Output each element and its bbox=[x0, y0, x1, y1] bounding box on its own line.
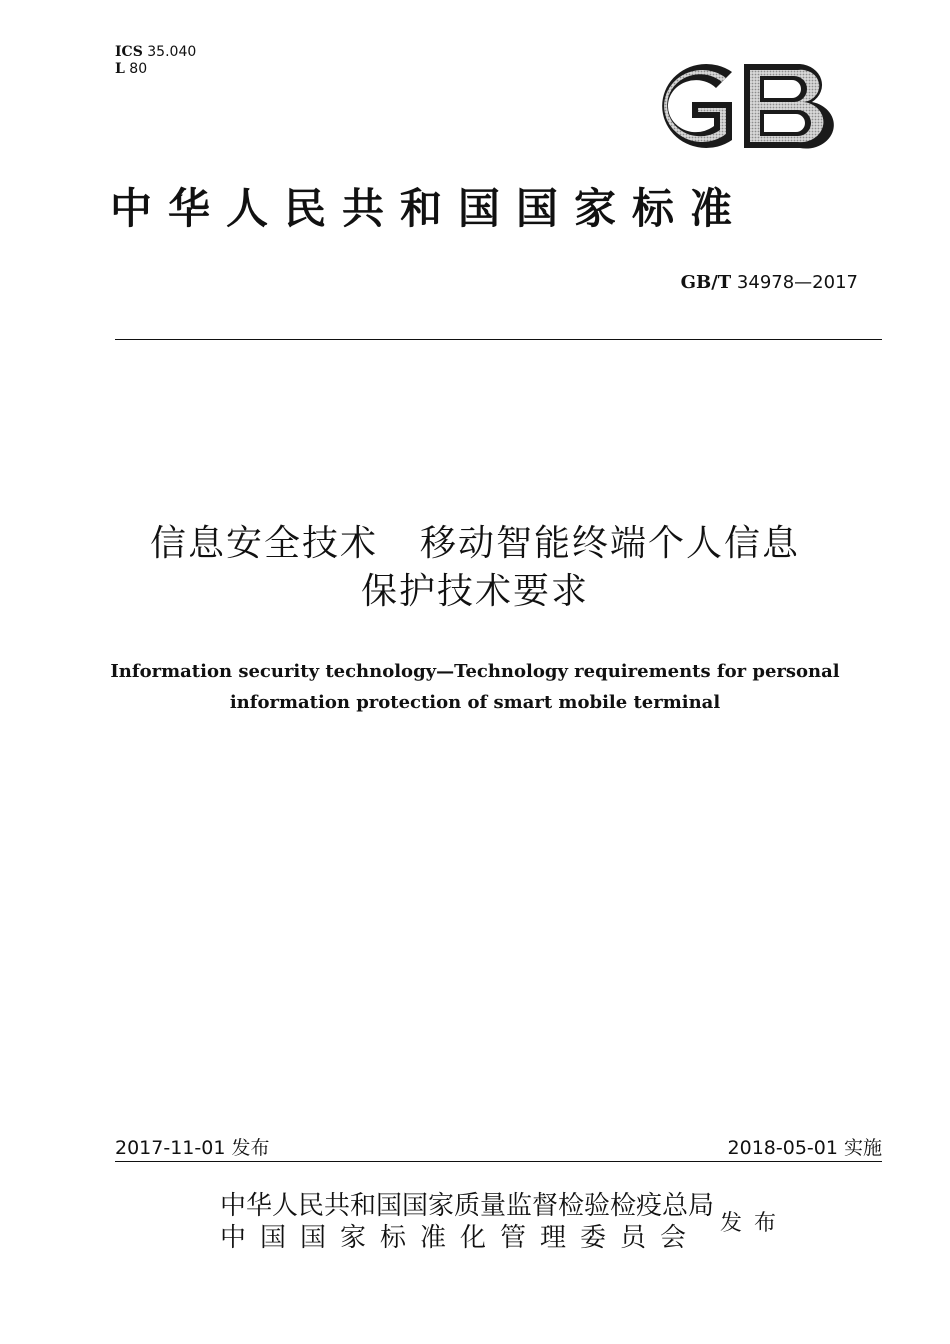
chinese-title-line-2: 保护技术要求 bbox=[360, 571, 589, 612]
standard-prefix: GB/T bbox=[680, 272, 732, 293]
ics-value: 35.040 bbox=[147, 44, 197, 60]
implementation-date-value: 2018-05-01 bbox=[727, 1137, 838, 1159]
chinese-title-part-2: 移动智能终端个人信息 bbox=[420, 523, 801, 564]
english-title-line-2: information protection of smart mobile terminal bbox=[229, 692, 721, 713]
issue-label: 发布 bbox=[720, 1211, 789, 1236]
implementation-date-label: 实施 bbox=[843, 1137, 882, 1159]
standard-number bbox=[681, 272, 858, 293]
standard-number-value: 34978—2017 bbox=[736, 272, 858, 293]
classification-codes bbox=[115, 44, 196, 78]
implementation-date bbox=[728, 1133, 882, 1160]
english-title bbox=[0, 656, 950, 718]
publish-date-label: 发布 bbox=[231, 1137, 270, 1159]
header-divider bbox=[115, 339, 882, 340]
chinese-title bbox=[0, 520, 950, 616]
chinese-title-line-1 bbox=[0, 520, 950, 568]
ccs-value: 80 bbox=[129, 61, 148, 77]
ccs-line bbox=[115, 61, 196, 78]
publish-date bbox=[115, 1133, 269, 1160]
gb-logo bbox=[640, 58, 835, 154]
issuing-authorities bbox=[220, 1190, 714, 1254]
ics-label: ICS bbox=[115, 44, 143, 60]
ics-line bbox=[115, 44, 196, 61]
english-title-line-1: Information security technology—Technology requirements for personal bbox=[110, 661, 840, 682]
ccs-label: L bbox=[115, 61, 125, 77]
footer-divider bbox=[115, 1161, 882, 1162]
standard-type-heading: 中华人民共和国国家标准 bbox=[110, 184, 749, 233]
issuer-aqsiq: 中华人民共和国国家质量监督检验检疫总局 bbox=[220, 1191, 715, 1221]
chinese-title-part-1: 信息安全技术 bbox=[149, 523, 378, 564]
publish-date-value: 2017-11-01 bbox=[115, 1137, 226, 1159]
issuer-sac: 中国国家标准化管理委员会 bbox=[220, 1223, 701, 1253]
